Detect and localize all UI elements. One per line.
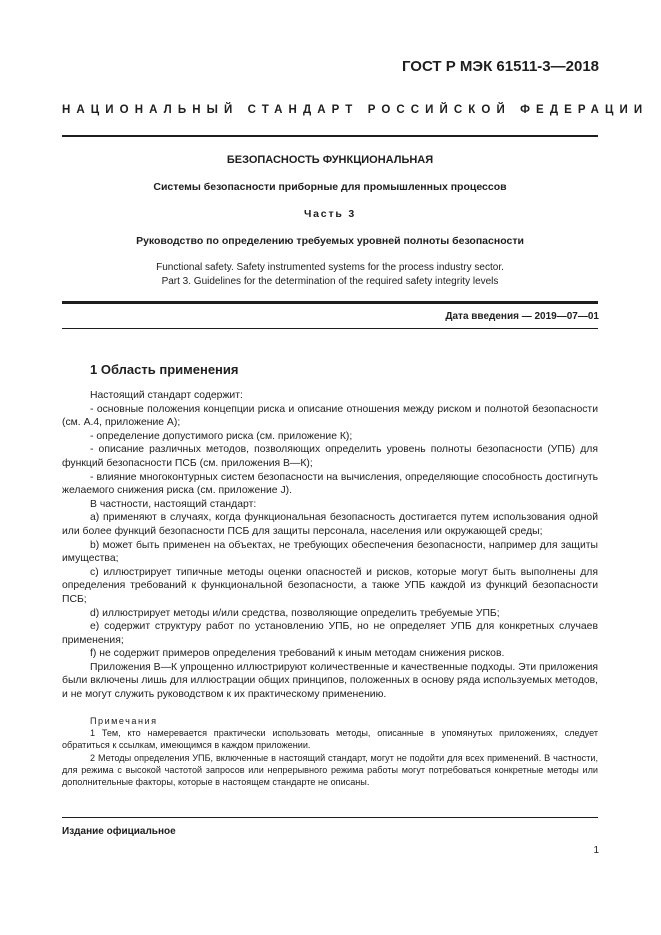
document-code: ГОСТ Р МЭК 61511-3—2018 (401, 58, 599, 75)
paragraph: b) может быть применен на объектах, не требующих обеспечения безопасности, например для защиты имущества; (62, 539, 598, 565)
paragraph: - влияние многоконтурных систем безопасности на вычисления, определяющие способность достигнуть желаемого снижения риска (см. приложение J). (62, 471, 598, 497)
edition-label: Издание официальное (62, 826, 176, 837)
introduction-date: Дата введения — 2019—07—01 (445, 311, 599, 322)
paragraph: f) не содержит примеров определения требований к иным методам снижения рисков. (90, 648, 505, 660)
paragraph: а) применяют в случаях, когда функциональная безопасность достигается путем использования одной или более функций безопасности ПСБ для защиты персонала, населения или окружающей среды; (62, 512, 598, 537)
national-standard-banner: НАЦИОНАЛЬНЫЙ СТАНДАРТ РОССИЙСКОЙ ФЕДЕРАЦИИ (62, 104, 649, 116)
paragraph: e) содержит структуру работ по установлению УПБ, но не определяет УПБ для конкретных случаев применения; (62, 621, 598, 646)
standard-subtitle: Системы безопасности приборные для промышленных процессов (153, 181, 507, 193)
english-title (62, 261, 598, 288)
title-divider (62, 301, 598, 304)
english-title-line-1: Functional safety. Safety instrumented systems for the process industry sector. (156, 262, 504, 273)
header-divider (62, 135, 598, 137)
note-item: 1 Тем, кто намеревается практически использовать методы, описанные в упомянутых приложениях, следует обратиться к ссылкам, имеющимся в каждом приложении. (62, 728, 598, 751)
date-divider (62, 328, 598, 329)
section-heading: 1 Область применения (90, 362, 239, 377)
english-title-line-2: Part 3. Guidelines for the determination of the required safety integrity levels (161, 275, 499, 287)
standard-title: БЕЗОПАСНОСТЬ ФУНКЦИОНАЛЬНАЯ (226, 154, 434, 166)
page-number: 1 (593, 845, 599, 856)
notes-heading: Примечания (90, 716, 158, 726)
paragraph: d) иллюстрирует методы и/или средства, позволяющие определить требуемые УПБ; (90, 607, 500, 619)
paragraph: - основные положения концепции риска и описание отношения между риском и полнотой безопасности (см. А.4, приложение А); (62, 403, 598, 429)
paragraph: c) иллюстрирует типичные методы оценки опасностей и рисков, которые могут быть выполнены для определения требований к функциональной безопасности, а также УПБ каждой из функций безопасности ПСБ; (62, 566, 598, 605)
paragraph: Приложения В—К упрощенно иллюстрируют количественные и качественные подходы. Эти приложения были включены лишь для иллюстрации общих принципов, положенных в основу ряда используемых методов, и не могут служить руководством к их практическому применению. (62, 661, 599, 701)
paragraph: - определение допустимого риска (см. приложение К); (90, 430, 353, 442)
paragraph: - описание различных методов, позволяющих определить уровень полноты безопасности (УПБ) для функций безопасности ПСБ (см. приложения В—К); (62, 444, 598, 469)
notes-block (62, 715, 598, 788)
section-body (62, 389, 598, 702)
note-item: 2 Методы определения УПБ, включенные в настоящий стандарт, могут не подойти для всех применений. В частности, для режима с высокой частотой запросов или непрерывного режима работы могут потребоваться конкретные методы или дополнительные факторы, которые в настоящем стандарте не описаны. (62, 752, 598, 788)
standard-part: Часть 3 (303, 208, 356, 220)
paragraph: В частности, настоящий стандарт: (90, 498, 257, 510)
footer-divider (62, 817, 598, 818)
standard-guide-title: Руководство по определению требуемых уровней полноты безопасности (136, 235, 524, 247)
paragraph: Настоящий стандарт содержит: (90, 390, 243, 401)
